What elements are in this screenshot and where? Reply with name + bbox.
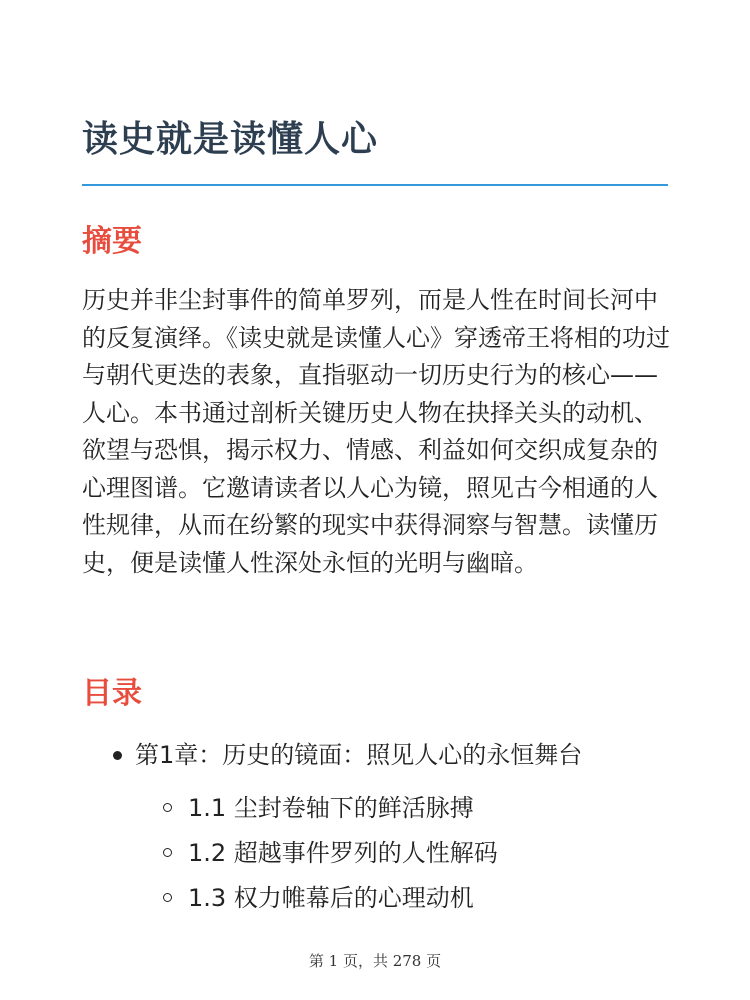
toc-heading: 目录: [82, 676, 142, 711]
toc-section-1-3-label: 1.3 权力帷幕后的心理动机: [188, 884, 474, 912]
toc-section-1-2[interactable]: [0, 832, 750, 874]
toc-chapter-1-sections: [135, 787, 750, 919]
toc-section-1-2-label: 1.2 超越事件罗列的人性解码: [188, 839, 498, 867]
toc-section-1-1[interactable]: [0, 787, 750, 829]
page-footer: 第 1 页，共 278 页: [308, 952, 442, 970]
table-of-contents: [0, 734, 750, 922]
bullet-circle-icon: [163, 803, 172, 812]
title-divider: [82, 184, 668, 186]
page-title: 读史就是读懂人心: [82, 119, 379, 160]
summary-paragraph: 历史并非尘封事件的简单罗列，而是人性在时间长河中的反复演绎。《读史就是读懂人心》穿透帝王将相的功过与朝代更迭的表象，直指驱动一切历史行为的核心——人心。本书通过剖析关键历史人物在抉择关头的动机、欲望与恐惧，揭示权力、情感、利益如何交织成复杂的心理图谱。它邀请读者以人心为镜，照见古今相通的人性规律，从而在纷繁的现实中获得洞察与智慧。读懂历史，便是读懂人性深处永恒的光明与幽暗。: [82, 286, 670, 577]
toc-section-1-1-label: 1.1 尘封卷轴下的鲜活脉搏: [188, 794, 474, 822]
toc-chapter-1[interactable]: [0, 734, 750, 919]
bullet-disc-icon: [113, 751, 122, 760]
summary-heading: 摘要: [82, 224, 142, 259]
toc-section-1-3[interactable]: [0, 877, 750, 919]
toc-chapter-1-label: 第1章：历史的镜面：照见人心的永恒舞台: [135, 741, 583, 769]
bullet-circle-icon: [163, 848, 172, 857]
bullet-circle-icon: [163, 893, 172, 902]
